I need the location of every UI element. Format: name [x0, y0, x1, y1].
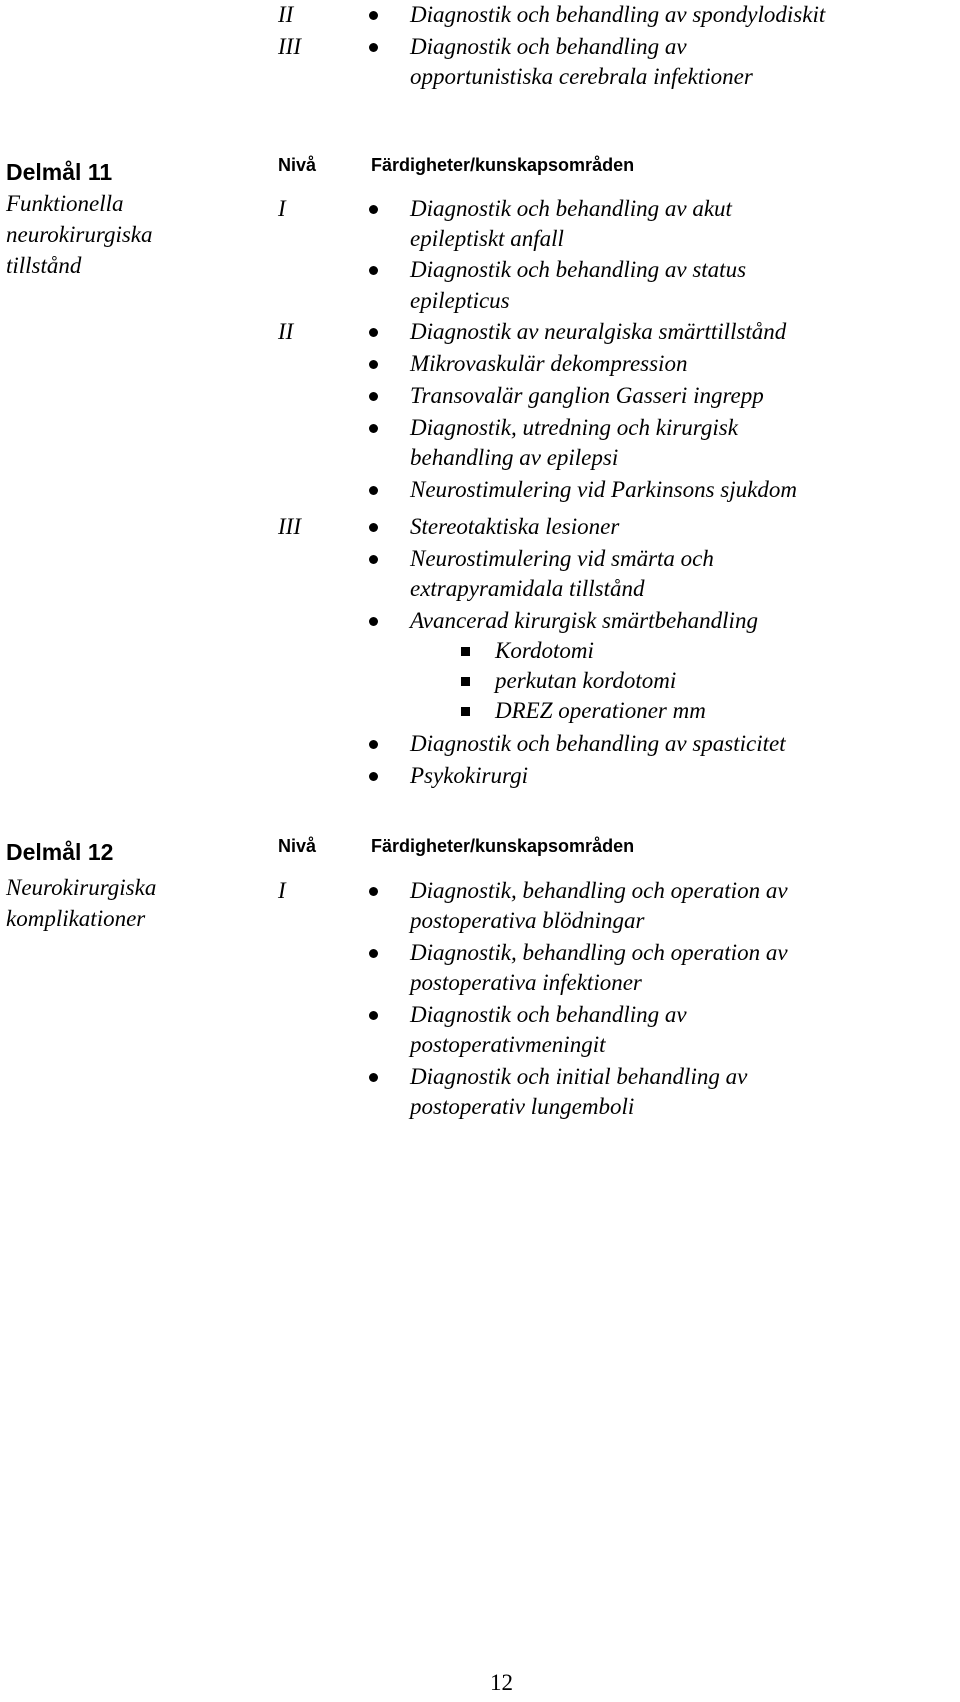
list-item: Diagnostik och initial behandling av	[410, 1064, 748, 1089]
level-label: II	[278, 319, 294, 344]
list-item: Diagnostik och behandling av akut	[410, 196, 732, 221]
column-header-skills: Färdigheter/kunskapsområden	[371, 836, 635, 856]
bullet-icon	[369, 555, 378, 564]
list-item: Diagnostik och behandling av	[410, 34, 687, 59]
list-item: opportunistiska cerebrala infektioner	[410, 64, 753, 89]
bullet-icon	[369, 1011, 378, 1020]
page-number: 12	[490, 1670, 513, 1695]
level-label: III	[278, 514, 301, 539]
section-subtitle: neurokirurgiska	[6, 222, 153, 247]
bullet-icon	[369, 43, 378, 52]
list-item: postoperativa blödningar	[410, 908, 645, 933]
list-item: extrapyramidala tillstånd	[410, 576, 645, 601]
list-item: postoperativmeningit	[410, 1032, 606, 1057]
section-subtitle: komplikationer	[6, 906, 146, 931]
square-bullet-icon	[461, 677, 470, 686]
list-item: Psykokirurgi	[410, 763, 528, 788]
level-label: I	[278, 196, 286, 221]
section-title: Delmål 11	[6, 159, 113, 185]
column-header-skills: Färdigheter/kunskapsområden	[371, 155, 635, 175]
section-subtitle: tillstånd	[6, 253, 82, 278]
list-item: Diagnostik, behandling och operation av	[410, 940, 788, 965]
list-item: Diagnostik och behandling av status	[410, 257, 747, 282]
column-header-level: Nivå	[278, 155, 317, 175]
list-item: Diagnostik, behandling och operation av	[410, 878, 788, 903]
bullet-icon	[369, 360, 378, 369]
bullet-icon	[369, 424, 378, 433]
bullet-icon	[369, 1073, 378, 1082]
sub-list-item: DREZ operationer mm	[495, 698, 706, 723]
list-item: Diagnostik och behandling av spondylodiskit	[410, 2, 826, 27]
level-label: I	[278, 878, 286, 903]
list-item: postoperativ lungemboli	[410, 1094, 635, 1119]
bullet-icon	[369, 617, 378, 626]
list-item: epilepticus	[410, 288, 510, 313]
bullet-icon	[369, 740, 378, 749]
bullet-icon	[369, 523, 378, 532]
square-bullet-icon	[461, 647, 470, 656]
bullet-icon	[369, 328, 378, 337]
sub-list-item: perkutan kordotomi	[495, 668, 677, 693]
list-item: Stereotaktiska lesioner	[410, 514, 620, 539]
bullet-icon	[369, 949, 378, 958]
level-label: II	[278, 2, 294, 27]
sub-list-item: Kordotomi	[495, 638, 594, 663]
column-header-level: Nivå	[278, 836, 317, 856]
list-item: epileptiskt anfall	[410, 226, 564, 251]
bullet-icon	[369, 887, 378, 896]
list-item: Neurostimulering vid Parkinsons sjukdom	[410, 477, 797, 502]
section-subtitle: Neurokirurgiska	[6, 875, 157, 900]
bullet-icon	[369, 772, 378, 781]
bullet-icon	[369, 266, 378, 275]
bullet-icon	[369, 486, 378, 495]
list-item: behandling av epilepsi	[410, 445, 619, 470]
list-item: Diagnostik och behandling av spasticitet	[410, 731, 786, 756]
list-item: Diagnostik och behandling av	[410, 1002, 687, 1027]
list-item: Diagnostik, utredning och kirurgisk	[410, 415, 738, 440]
list-item: Transovalär ganglion Gasseri ingrepp	[410, 383, 764, 408]
list-item: Neurostimulering vid smärta och	[410, 546, 714, 571]
bullet-icon	[369, 205, 378, 214]
section-subtitle: Funktionella	[6, 191, 124, 216]
list-item: Avancerad kirurgisk smärtbehandling	[410, 608, 758, 633]
bullet-icon	[369, 392, 378, 401]
bullet-icon	[369, 11, 378, 20]
list-item: Mikrovaskulär dekompression	[410, 351, 688, 376]
section-title: Delmål 12	[6, 839, 114, 865]
list-item: postoperativa infektioner	[410, 970, 642, 995]
list-item: Diagnostik av neuralgiska smärttillstånd	[410, 319, 787, 344]
level-label: III	[278, 34, 301, 59]
square-bullet-icon	[461, 707, 470, 716]
